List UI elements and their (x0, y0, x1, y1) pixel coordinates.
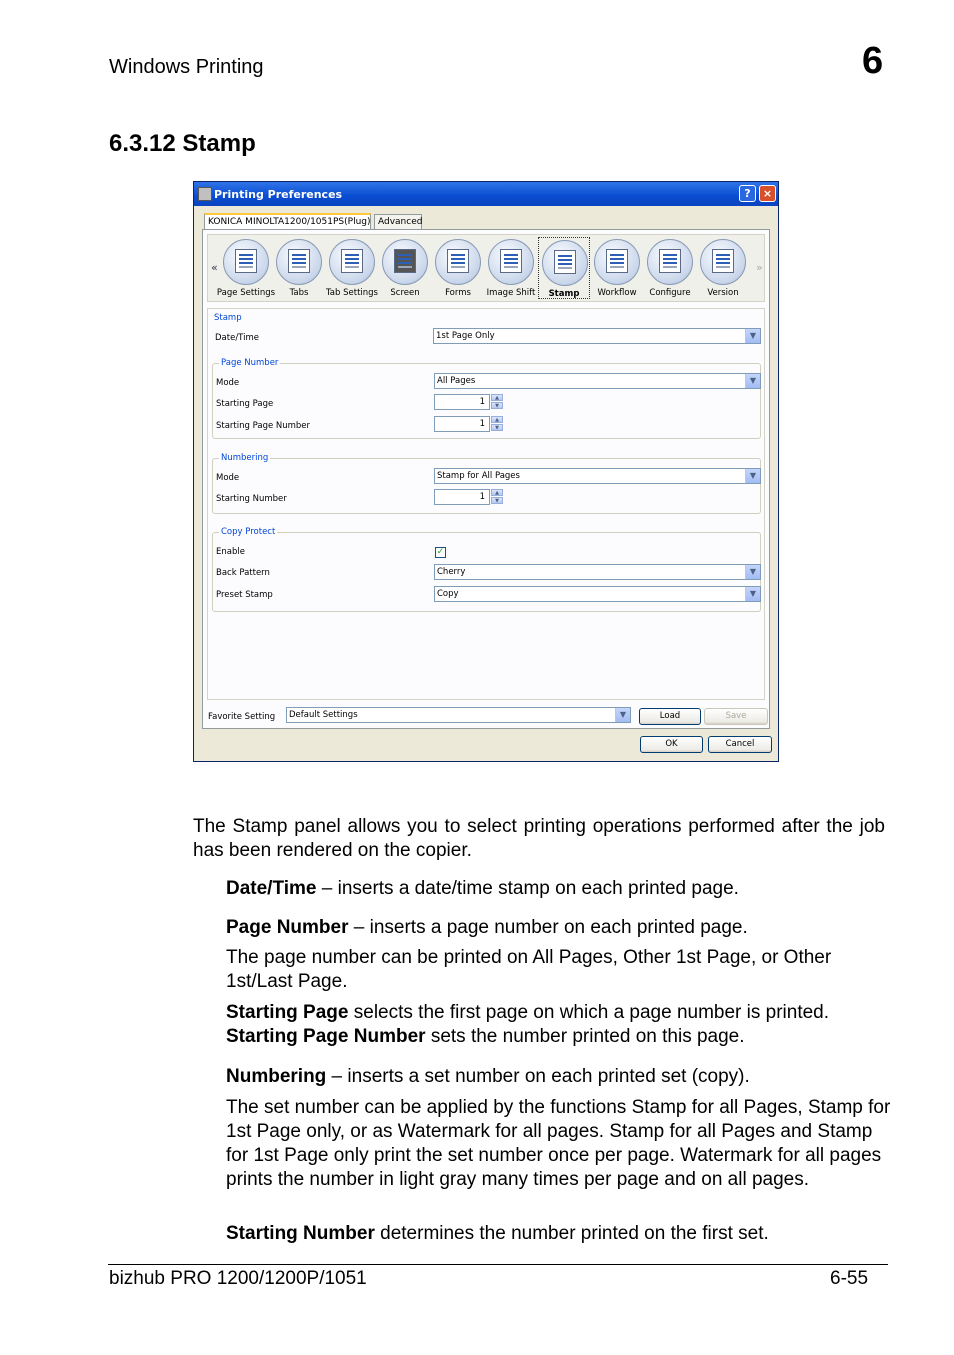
starting-page-stepper[interactable]: ▲ ▼ (491, 394, 503, 410)
date-time-description: Date/Time – inserts a date/time stamp on each printed page. (226, 878, 739, 899)
function-label: Image Shift (486, 288, 536, 298)
page-number-group-label: Page Number (221, 358, 279, 368)
footer-page-number: 6-55 (830, 1268, 869, 1289)
numbering-mode-select[interactable]: Stamp for All Pages ▼ (434, 468, 761, 484)
function-icon-strip (207, 234, 765, 302)
function-tab-settings[interactable] (326, 237, 378, 299)
numbering-mode-label: Mode (216, 473, 240, 483)
chevron-down-icon: ▼ (745, 469, 760, 483)
image-shift-icon (500, 249, 522, 273)
cancel-button[interactable]: Cancel (708, 736, 772, 753)
save-button[interactable]: Save (704, 708, 768, 725)
configure-icon (659, 249, 681, 273)
function-configure[interactable] (644, 237, 696, 299)
date-time-label: Date/Time (215, 333, 259, 343)
tab-panel (202, 229, 770, 729)
chevron-down-icon: ▼ (745, 329, 760, 343)
footer-model: bizhub PRO 1200/1200P/1051 (109, 1268, 367, 1289)
dialog-titlebar (194, 182, 778, 206)
function-page-settings[interactable] (216, 237, 276, 299)
stamp-settings-panel (207, 308, 765, 700)
running-header-section: Windows Printing (109, 56, 264, 78)
chevron-down-icon: ▼ (745, 374, 760, 388)
starting-page-number-stepper[interactable]: ▲ ▼ (491, 416, 503, 432)
chevron-down-icon: ▼ (745, 587, 760, 601)
chevron-down-icon: ▼ (745, 565, 760, 579)
numbering-group (212, 453, 761, 514)
function-stamp[interactable] (538, 237, 590, 299)
copy-protect-group-label: Copy Protect (221, 527, 276, 537)
numbering-description: Numbering – inserts a set number on each printed set (copy). (226, 1066, 750, 1087)
function-label: Forms (445, 288, 471, 298)
starting-page-number-label: Starting Page Number (216, 421, 311, 431)
date-time-select[interactable]: 1st Page Only ▼ (433, 328, 761, 344)
function-label: Screen (390, 288, 420, 298)
starting-number-input[interactable]: 1 (434, 489, 490, 505)
function-label: Tabs (289, 288, 309, 298)
function-label: Configure (649, 288, 691, 298)
page-settings-icon (235, 249, 257, 273)
favorite-setting-label: Favorite Setting (208, 712, 276, 722)
stamp-icon (554, 250, 576, 274)
forms-icon (447, 249, 469, 273)
scroll-left-icon[interactable]: « (211, 261, 218, 274)
screen-icon (394, 249, 416, 273)
back-pattern-select[interactable]: Cherry ▼ (434, 564, 761, 580)
footer-rule (108, 1264, 888, 1265)
page-number-group (212, 358, 761, 439)
function-label: Tab Settings (326, 288, 378, 298)
function-screen[interactable] (379, 237, 431, 299)
function-label: Workflow (597, 288, 637, 298)
printer-icon (198, 187, 212, 201)
numbering-detail: The set number can be applied by the functions Stamp for all Pages, Stamp for 1st Page only, or as Watermark for all pages. Stamp for all Pages and Stamp for 1st Page only print the set number once per page. Watermark for all pages prints the number in light gray many times per page and on all pages. (226, 1097, 891, 1190)
starting-page-description: Starting Page selects the first page on which a page number is printed. Starting Page Number sets the number printed on this page. (226, 1002, 830, 1047)
preset-stamp-label: Preset Stamp (216, 590, 273, 600)
help-button[interactable]: ? (739, 185, 756, 202)
close-button[interactable]: × (759, 185, 776, 202)
favorite-setting-select[interactable]: Default Settings ▼ (286, 707, 631, 723)
function-label: Page Settings (216, 288, 276, 298)
tabs-icon (288, 249, 310, 273)
tab-konica-minolta[interactable]: KONICA MINOLTA1200/1051PS(Plug) (204, 213, 371, 230)
stamp-group-label: Stamp (214, 313, 242, 323)
intro-paragraph: The Stamp panel allows you to select printing operations performed after the job has been rendered on the copier. (193, 816, 885, 861)
starting-number-stepper[interactable]: ▲ ▼ (491, 489, 503, 505)
starting-number-description: Starting Number determines the number printed on the first set. (226, 1223, 769, 1244)
page-number-mode-label: Mode (216, 378, 240, 388)
function-forms[interactable] (432, 237, 484, 299)
scroll-right-icon[interactable]: » (756, 261, 763, 274)
printing-preferences-dialog (193, 181, 779, 762)
copy-protect-group (212, 527, 761, 612)
function-tabs[interactable] (273, 237, 325, 299)
tab-advanced[interactable]: Advanced (374, 214, 422, 229)
version-icon (712, 249, 734, 273)
starting-page-input[interactable]: 1 (434, 394, 490, 410)
enable-label: Enable (216, 547, 245, 557)
chevron-down-icon: ▼ (615, 708, 630, 722)
section-title: 6.3.12 Stamp (109, 130, 256, 157)
page-number-detail: The page number can be printed on All Pages, Other 1st Page, or Other 1st/Last Page. (226, 947, 832, 992)
load-button[interactable]: Load (639, 708, 701, 725)
function-label: Version (707, 288, 739, 298)
page-number-description: Page Number – inserts a page number on each printed page. (226, 917, 748, 938)
starting-number-label: Starting Number (216, 494, 287, 504)
preset-stamp-select[interactable]: Copy ▼ (434, 586, 761, 602)
function-label: Stamp (548, 289, 580, 299)
chapter-number: 6 (862, 40, 884, 82)
enable-checkbox[interactable]: ✓ (436, 547, 445, 557)
numbering-group-label: Numbering (221, 453, 269, 463)
starting-page-number-input[interactable]: 1 (434, 416, 490, 432)
function-workflow[interactable] (591, 237, 643, 299)
page-number-mode-select[interactable]: All Pages ▼ (434, 373, 761, 389)
starting-page-label: Starting Page (216, 399, 274, 409)
ok-button[interactable]: OK (640, 736, 703, 753)
function-image-shift[interactable] (485, 237, 537, 299)
function-version[interactable] (697, 237, 749, 299)
tab-settings-icon (341, 249, 363, 273)
workflow-icon (606, 249, 628, 273)
back-pattern-label: Back Pattern (216, 568, 270, 578)
dialog-title: Printing Preferences (214, 188, 343, 201)
